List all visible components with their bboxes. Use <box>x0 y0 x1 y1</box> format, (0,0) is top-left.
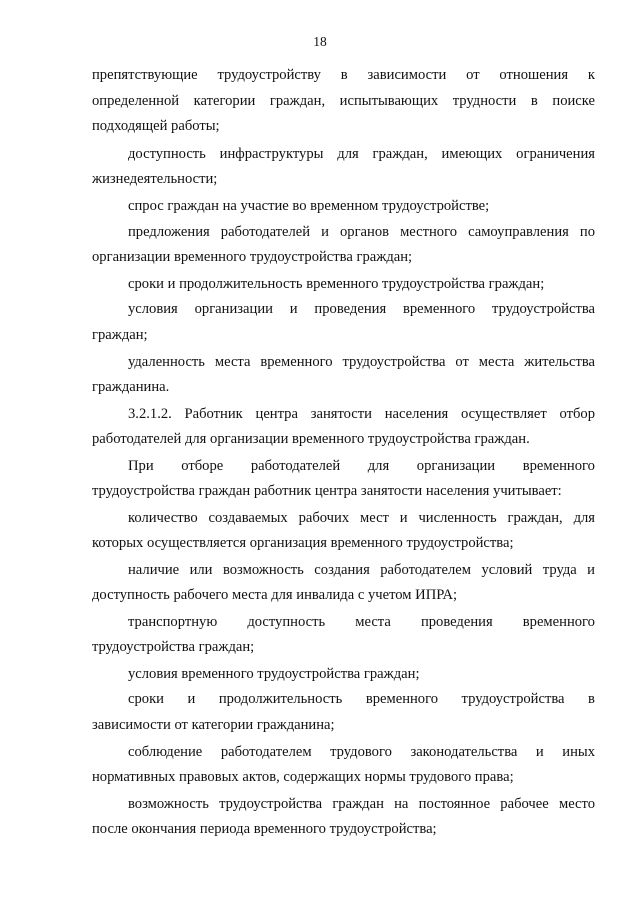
text-line: трудоустройства граждан работник центра занятости населения учитывает: <box>92 483 562 499</box>
text-line: гражданина. <box>92 379 170 395</box>
text-line: трудоустройства граждан; <box>92 639 255 655</box>
text-line: которых осуществляется организация временного трудоустройства; <box>92 535 514 551</box>
text-line: соблюдение работодателем трудового законодательства и иных <box>128 744 595 760</box>
text-line: наличие или возможность создания работодателем условий труда и <box>128 562 595 578</box>
text-line: доступность инфраструктуры для граждан, имеющих ограничения <box>128 146 595 162</box>
word: сроки <box>128 691 164 707</box>
text-line: зависимости от категории гражданина; <box>92 717 335 733</box>
text-line: условия временного трудоустройства граждан; <box>128 666 420 682</box>
text-line: 3.2.1.2. Работник центра занятости населения осуществляет отбор <box>128 406 595 422</box>
word: и <box>187 691 196 707</box>
text-line: препятствующие трудоустройству в зависимости от отношения к <box>92 67 595 83</box>
text-line: возможность трудоустройства граждан на постоянное рабочее место <box>128 796 595 812</box>
text-line: подходящей работы; <box>92 118 220 134</box>
text-line: условия организации и проведения временного трудоустройства <box>128 301 595 317</box>
word: временного <box>522 614 595 630</box>
text-line: после окончания периода временного трудоустройства; <box>92 821 437 837</box>
word: места <box>355 614 391 630</box>
word: доступность <box>247 614 326 630</box>
text-line: количество создаваемых рабочих мест и численность граждан, для <box>128 510 595 526</box>
word: для <box>367 458 390 474</box>
text-line: предложения работодателей и органов местного самоуправления по <box>128 224 595 240</box>
word: организации <box>416 458 496 474</box>
word: При <box>128 458 154 474</box>
text-line: удаленность места временного трудоустройства от места жительства <box>128 354 595 370</box>
text-line: сроки и продолжительность временного трудоустройства граждан; <box>128 276 545 292</box>
text-line: нормативных правовых актов, содержащих нормы трудового права; <box>92 769 514 785</box>
text-line: определенной категории граждан, испытывающих трудности в поиске <box>92 93 595 109</box>
word: временного <box>365 691 439 707</box>
word: временного <box>522 458 595 474</box>
word: отборе <box>181 458 224 474</box>
text-line: спрос граждан на участие во временном трудоустройстве; <box>128 198 490 214</box>
page-number: 18 <box>313 34 327 49</box>
text-line-spread <box>128 690 595 708</box>
word: проведения <box>420 614 493 630</box>
text-line: жизнедеятельности; <box>92 171 218 187</box>
text-line-spread <box>128 457 595 475</box>
word: продолжительность <box>218 691 343 707</box>
word: в <box>588 691 595 707</box>
word: работодателей <box>250 458 341 474</box>
text-line: граждан; <box>92 327 148 343</box>
text-line-spread <box>128 613 595 631</box>
word: трудоустройства <box>461 691 565 707</box>
text-line: работодателей для организации временного трудоустройства граждан. <box>92 431 530 447</box>
word: транспортную <box>128 614 218 630</box>
text-line: доступность рабочего места для инвалида с учетом ИПРА; <box>92 587 458 603</box>
text-line: организации временного трудоустройства граждан; <box>92 249 413 265</box>
